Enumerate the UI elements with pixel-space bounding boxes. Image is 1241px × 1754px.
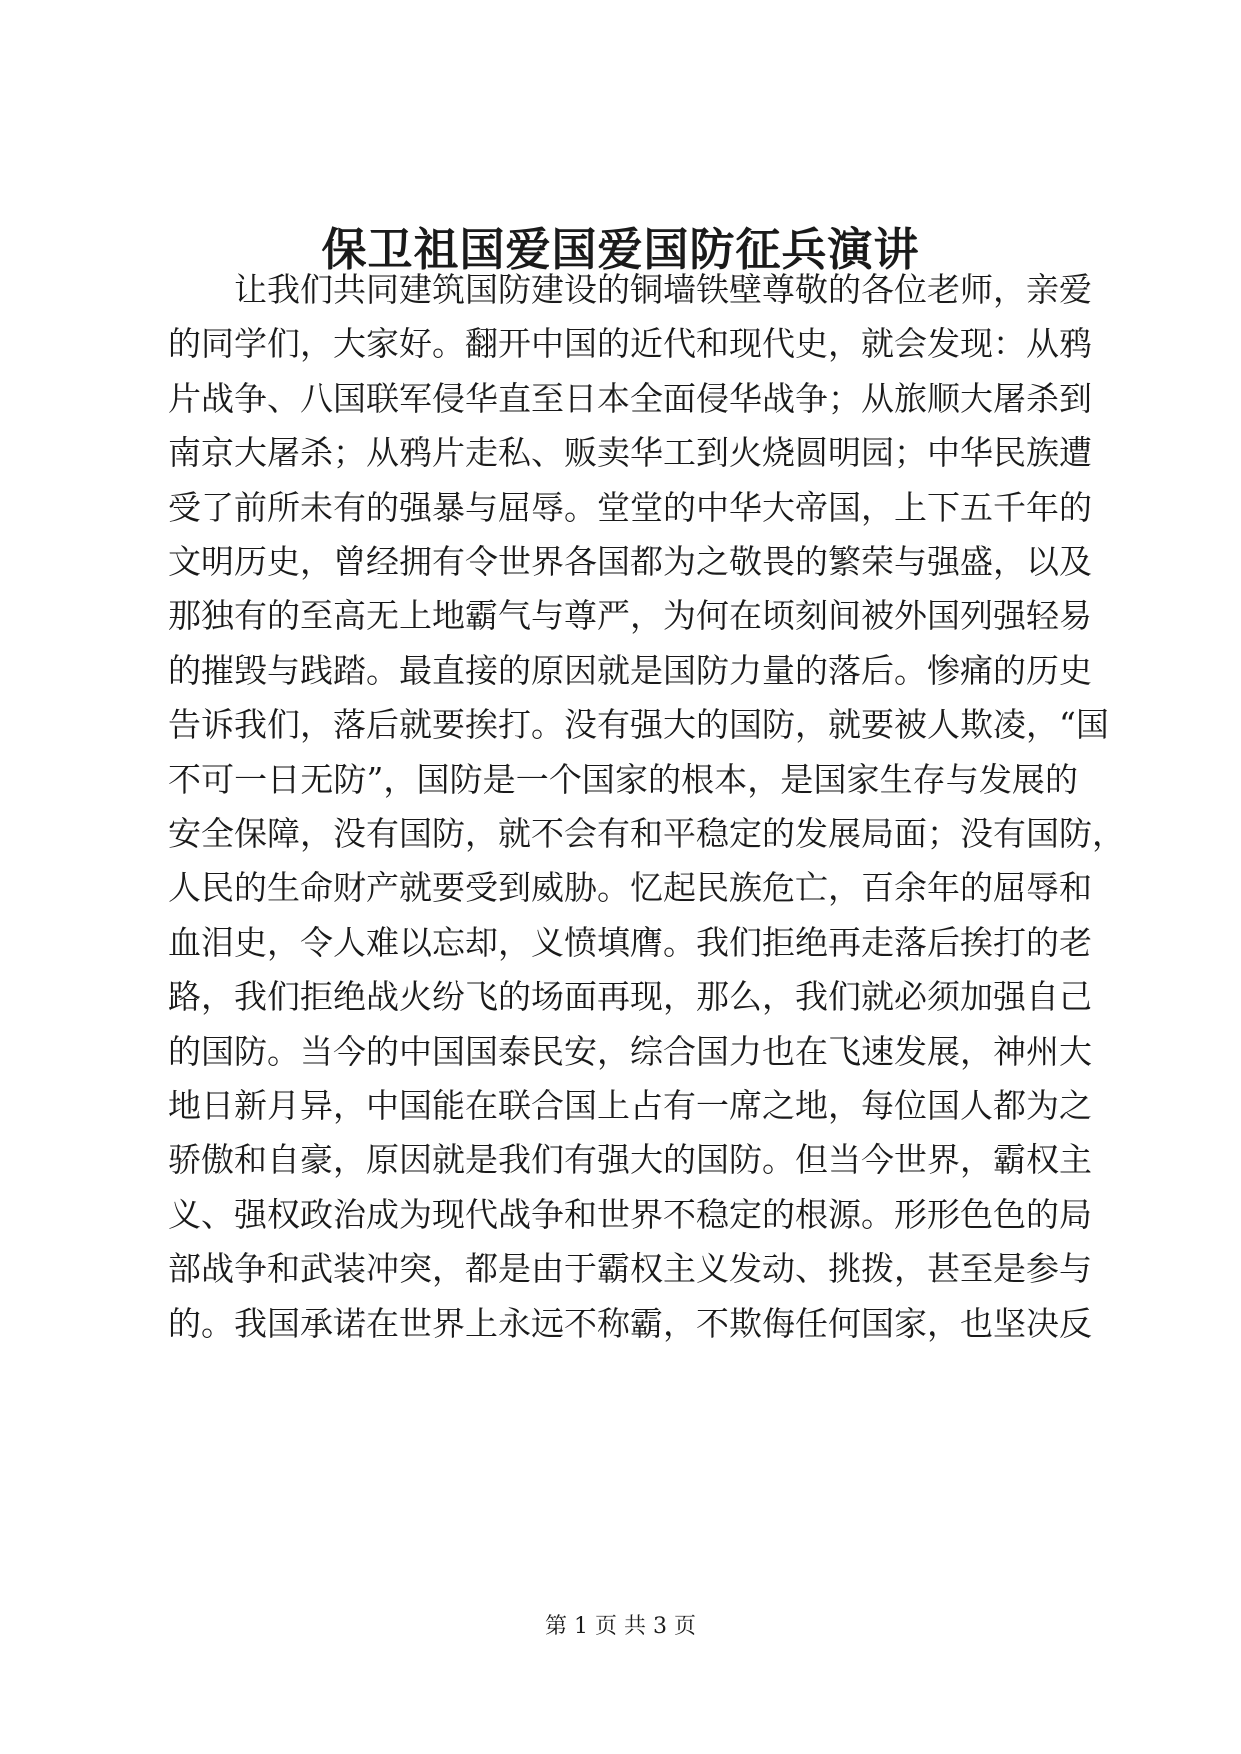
body-line: 部 战 争 和 武 装 冲 突 ， 都 是 由 于 霸 权 主 义 发 动 、 挑 拨 ， 甚 至 是 参 与 [168, 1249, 1092, 1289]
body-line: 的 摧 毁 与 践 踏 。 最 直 接 的 原 因 就 是 国 防 力 量 的 落 后 。 惨 痛 的 历 史 [168, 650, 1092, 690]
body-line: 的 国 防 。 当 今 的 中 国 国 泰 民 安 ， 综 合 国 力 也 在 飞 速 发 展 ， 神 州 大 [168, 1031, 1092, 1071]
body-line: 义 、 强 权 政 治 成 为 现 代 战 争 和 世 界 不 稳 定 的 根 源 。 形 形 色 色 的 局 [168, 1194, 1092, 1234]
body-line: 人 民 的 生 命 财 产 就 要 受 到 威 胁 。 忆 起 民 族 危 亡 ， 百 余 年 的 屈 辱 和 [168, 868, 1092, 908]
body-line: 文 明 历 史 ， 曾 经 拥 有 令 世 界 各 国 都 为 之 敬 畏 的 繁 荣 与 强 盛 ， 以 及 [168, 542, 1092, 581]
body-line: 的 。 我 国 承 诺 在 世 界 上 永 远 不 称 霸 ， 不 欺 侮 任 何 国 家 ， 也 坚 决 反 [168, 1303, 1092, 1343]
body-line: 路 ， 我 们 拒 绝 战 火 纷 飞 的 场 面 再 现 ， 那 么 ， 我 们 就 必 须 加 强 自 己 [168, 977, 1092, 1017]
body-line: 片 战 争 、 八 国 联 军 侵 华 直 至 日 本 全 面 侵 华 战 争 ； 从 旅 顺 大 屠 杀 到 [168, 378, 1092, 418]
body-line: 安 全 保 障 ， 没 有 国 防 ， 就 不 会 有 和 平 稳 定 的 发 展 局 面 ； 没 有 国 防 ， [168, 814, 1125, 853]
body-line: 骄 傲 和 自 豪 ， 原 因 就 是 我 们 有 强 大 的 国 防 。 但 当 今 世 界 ， 霸 权 主 [168, 1140, 1092, 1180]
body-line: 地 日 新 月 异 ， 中 国 能 在 联 合 国 上 占 有 一 席 之 地 ， 每 位 国 人 都 为 之 [168, 1086, 1092, 1125]
body-line: 的 同 学 们 ， 大 家 好 。 翻 开 中 国 的 近 代 和 现 代 史 ， 就 会 发 现 ： 从 鸦 [168, 324, 1092, 364]
body-line: 不 可 一 日 无 防 ” ， 国 防 是 一 个 国 家 的 根 本 ， 是 国 家 生 存 与 发 展 的 [168, 759, 1078, 799]
document-title: 保卫祖国爱国爱国防征兵演讲 [321, 223, 920, 276]
body-line: 告 诉 我 们 ， 落 后 就 要 挨 打 。 没 有 强 大 的 国 防 ， 就 要 被 人 欺 凌 ， “ 国 [168, 705, 1109, 745]
body-line: 受 了 前 所 未 有 的 强 暴 与 屈 辱 。 堂 堂 的 中 华 大 帝 国 ， 上 下 五 千 年 的 [168, 487, 1092, 527]
body-line: 那 独 有 的 至 高 无 上 地 霸 气 与 尊 严 ， 为 何 在 顷 刻 间 被 外 国 列 强 轻 易 [168, 596, 1092, 636]
body-line: 南 京 大 屠 杀 ； 从 鸦 片 走 私 、 贩 卖 华 工 到 火 烧 圆 明 园 ； 中 华 民 族 遭 [168, 433, 1092, 473]
page-footer: 第 1 页 共 3 页 [545, 1614, 696, 1639]
body-line: 让 我 们 共 同 建 筑 国 防 建 设 的 铜 墙 铁 壁 尊 敬 的 各 位 老 师 ， 亲 爱 [234, 270, 1092, 309]
body-line: 血 泪 史 ， 令 人 难 以 忘 却 ， 义 愤 填 膺 。 我 们 拒 绝 再 走 落 后 挨 打 的 老 [168, 922, 1092, 962]
